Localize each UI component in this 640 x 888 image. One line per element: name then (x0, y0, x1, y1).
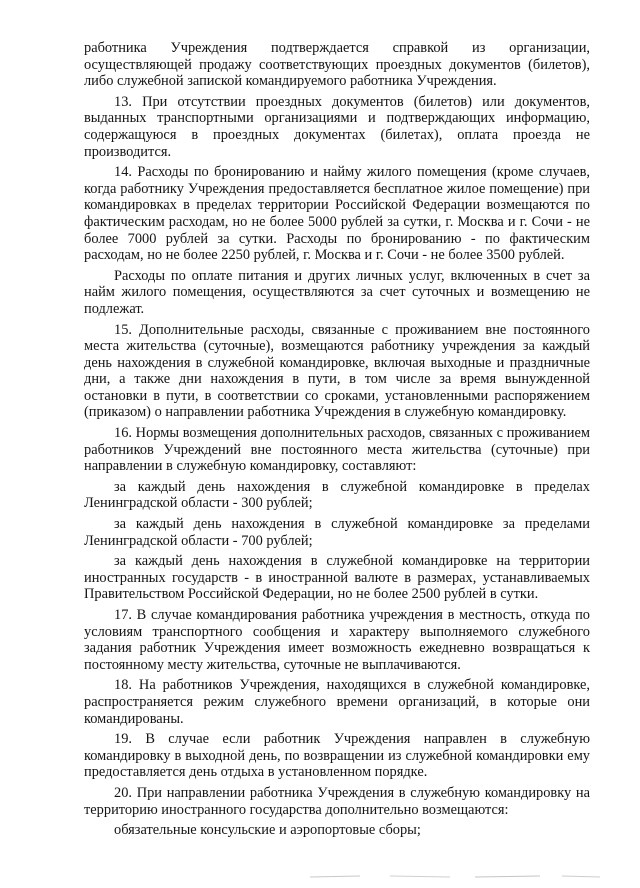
paragraph-20-fees: обязательные консульские и аэропортовые сборы; (114, 822, 421, 839)
paragraph-16-leningrad-outside: за каждый день нахождения в служебной командировке за пределами Ленинградской области - 700 рублей; (84, 516, 590, 549)
scan-artifact (300, 872, 630, 880)
paragraph-16-foreign: за каждый день нахождения в служебной командировке на территории иностранных государств - в иностранной валюте в размерах, устанавливаемых Правительством Российской Федерации, но не более 2500 рублей в сутки. (84, 553, 590, 603)
paragraph-14: 14. Расходы по бронированию и найму жилого помещения (кроме случаев, когда работнику Учреждения предоставляется бесплатное жилое помещение) при командировках в пределах территории Российской Федерации возмещаются по фактическим расходам, но не более 5000 рублей за сутки, г. Москва и г. Сочи - не более 7000 рублей за сутки. Расходы по бронированию - по фактическим расходам, но не более 2250 рублей, г. Москва и г. Сочи - не более 3500 рублей. (84, 164, 590, 264)
paragraph-15: 15. Дополнительные расходы, связанные с проживанием вне постоянного места жительства (суточные), возмещаются работнику учреждения за каждый день нахождения в служебной командировке, включая выходные и праздничные дни, а также дни нахождения в пути, в том числе за время вынужденной остановки в пути, в соответствии со сроками, установленными распоряжением (приказом) о направлении работника Учреждения в служебную командировку. (84, 321, 590, 421)
paragraph-continuation: работника Учреждения подтверждается справкой из организации, осуществляющей продажу соответствующих проездных документов (билетов), либо служебной запиской командируемого работника Учреждения. (84, 40, 590, 90)
paragraph-16: 16. Нормы возмещения дополнительных расходов, связанных с проживанием работников Учреждений вне постоянного места жительства (суточные) при направлении в служебную командировку, составляют: (84, 425, 590, 475)
paragraph-14-food: Расходы по оплате питания и других личных услуг, включенных в счет за найм жилого помещения, осуществляются за счет суточных и возмещению не подлежат. (84, 267, 590, 317)
paragraph-17: 17. В случае командирования работника учреждения в местность, откуда по условиям транспортного сообщения и характеру выполняемого служебного задания работник Учреждения имеет возможность ежедневно возвращаться к постоянному месту жительства, суточные не выплачиваются. (84, 607, 590, 673)
paragraph-20: 20. При направлении работника Учреждения в служебную командировку на территорию иностранного государства дополнительно возмещаются: (84, 784, 590, 818)
paragraph-13: 13. При отсутствии проездных документов (билетов) или документов, выданных транспортными организациями и подтверждающих информацию, содержащуюся в проездных документах (билетах), оплата проезда не производится. (84, 93, 590, 160)
paragraph-19: 19. В случае если работник Учреждения направлен в служебную командировку в выходной день, по возвращении из служебной командировки ему предоставляется день отдыха в установленном порядке. (84, 731, 590, 781)
paragraph-18: 18. На работников Учреждения, находящихся в служебной командировке, распространяется режим служебного времени организаций, в которые они командированы. (84, 677, 590, 727)
paragraph-16-leningrad-within: за каждый день нахождения в служебной командировке в пределах Ленинградской области - 300 рублей; (84, 478, 590, 512)
